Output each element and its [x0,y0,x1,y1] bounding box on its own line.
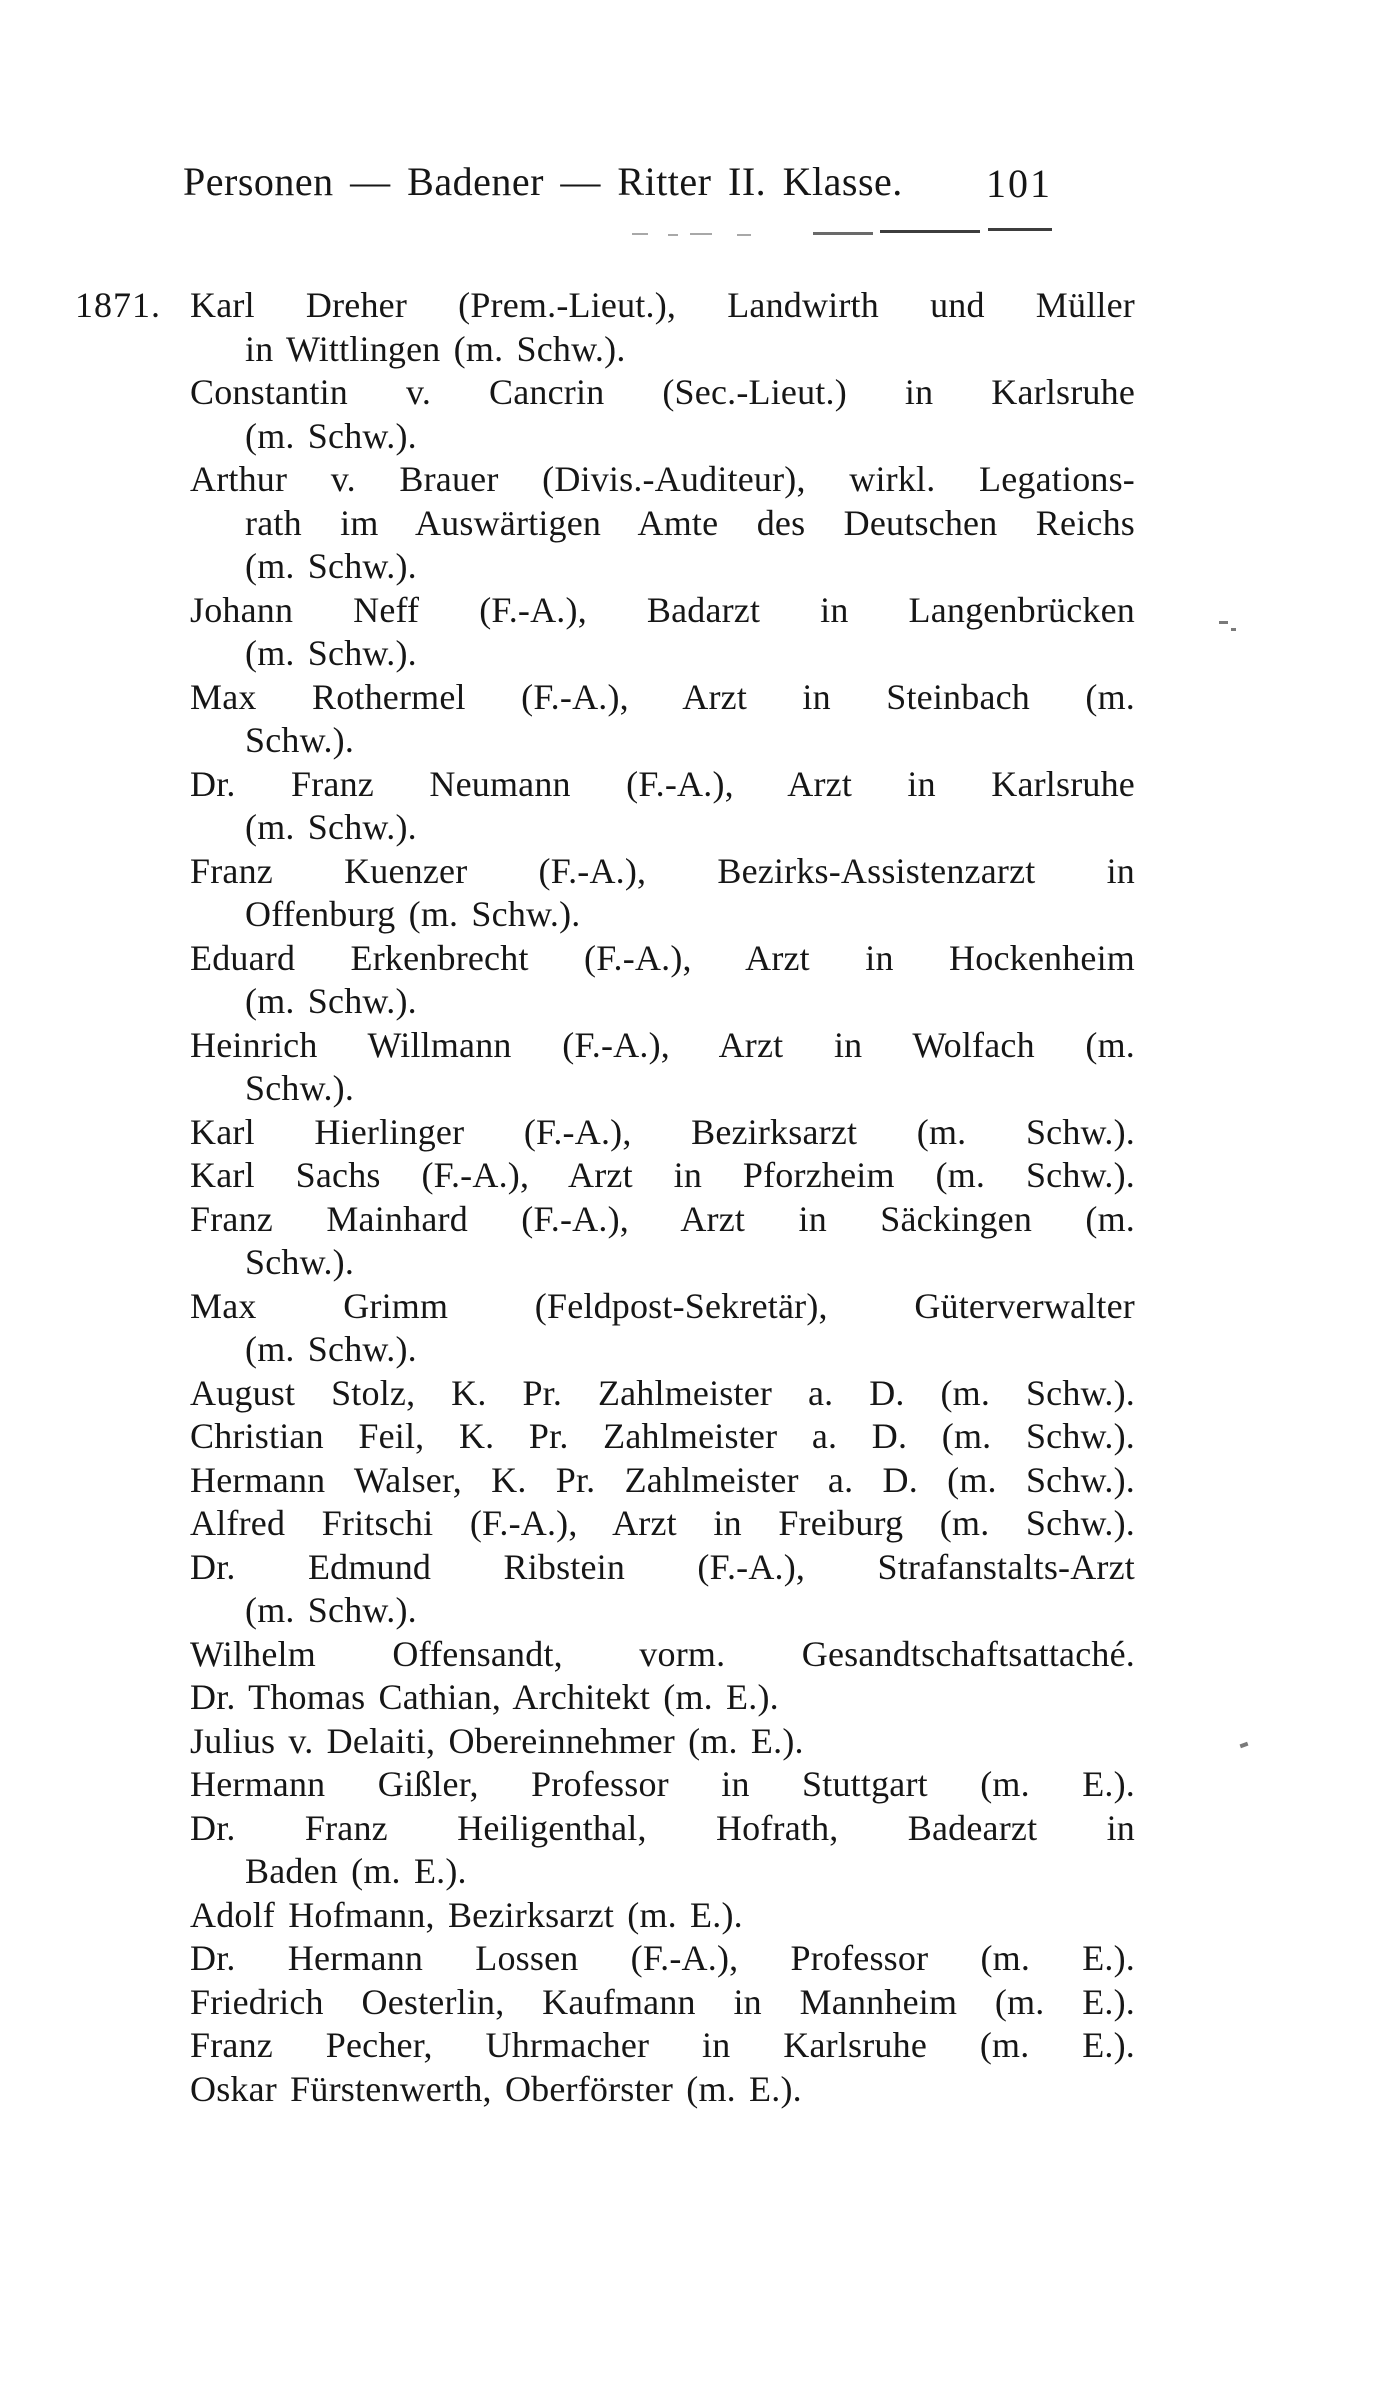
scan-artifact [1240,1742,1249,1748]
entry-line: Franz Mainhard (F.-A.), Arzt in Säckingen (m. [190,1198,1135,1239]
entry-line: (m. Schw.). [245,633,417,673]
page-number: 101 [986,161,1052,206]
entry-line: (m. Schw.). [245,981,417,1021]
entry-line: Adolf Hofmann, Bezirksarzt (m. E.). [190,1894,743,1935]
entry-line: (m. Schw.). [245,1590,417,1630]
entry-line: Hermann Gißler, Professor in Stuttgart (m. E.). [190,1764,1135,1804]
entry-line: Franz Pecher, Uhrmacher in Karlsruhe (m. E.). [190,2025,1135,2065]
entry-line: Wilhelm Offensandt, vorm. Gesandtschaftsattaché. [190,1633,1135,1674]
running-title: Personen — Badener — Ritter II. Klasse. [183,159,903,204]
entry-line: Karl Dreher (Prem.-Lieut.), Landwirth und Müller 1871. [75,284,1135,328]
entry-line: August Stolz, K. Pr. Zahlmeister a. D. (m. Schw.). [190,1372,1135,1413]
entry-line: (m. Schw.). [245,807,417,847]
entry-line: Offenburg (m. Schw.). [245,894,581,934]
header-underline-segment [632,233,648,235]
entry-line: Oskar Fürstenwerth, Oberförster (m. E.). [190,2068,802,2109]
entry-line: Hermann Walser, K. Pr. Zahlmeister a. D. (m. Schw.). [190,1459,1135,1500]
entry-line: rath im Auswärtigen Amte des Deutschen Reichs [245,502,1135,543]
entry-line: Julius v. Delaiti, Obereinnehmer (m. E.). [190,1720,804,1761]
header-underline-segment [880,230,980,233]
entry-line: Baden (m. E.). [245,1851,467,1891]
entry-line: Karl Hierlinger (F.-A.), Bezirksarzt (m. Schw.). [190,1111,1135,1152]
entry-line: (m. Schw.). [245,1329,417,1369]
header-underline-segment [813,232,873,235]
entry-line: Dr. Thomas Cathian, Architekt (m. E.). [190,1677,779,1717]
entry-line: Constantin v. Cancrin (Sec.-Lieut.) in Karlsruhe [190,372,1135,412]
entry-line: Heinrich Willmann (F.-A.), Arzt in Wolfach (m. [190,1024,1135,1065]
entry-line: Schw.). [245,720,355,760]
entry-line: Johann Neff (F.-A.), Badarzt in Langenbrücken [190,589,1135,630]
header-underline-segment [737,234,751,236]
entry-line: Friedrich Oesterlin, Kaufmann in Mannheim (m. E.). [190,1981,1135,2022]
header-underline-segment [988,228,1052,231]
entry-line: Dr. Hermann Lossen (F.-A.), Professor (m. E.). [190,1938,1135,1978]
header-underline-segment [690,233,712,235]
scan-artifact [1219,621,1228,624]
entry-number: 1871. [75,285,161,325]
entry-line: (m. Schw.). [245,415,417,456]
entry-line: Dr. Franz Heiligenthal, Hofrath, Badearzt in [190,1807,1135,1848]
entry-list [75,284,1135,2111]
entry-line: Schw.). [245,1242,355,1282]
entry-line: Alfred Fritschi (F.-A.), Arzt in Freiburg (m. Schw.). [190,1503,1135,1543]
entry-line: Max Grimm (Feldpost-Sekretär), Güterverwalter [190,1285,1135,1326]
scan-artifact [1231,628,1236,631]
entry-line: in Wittlingen (m. Schw.). [245,328,626,369]
entry-line: Dr. Franz Neumann (F.-A.), Arzt in Karlsruhe [190,763,1135,804]
entry-line: Franz Kuenzer (F.-A.), Bezirks-Assistenzarzt in [190,850,1135,891]
entry-line: Christian Feil, K. Pr. Zahlmeister a. D. (m. Schw.). [190,1416,1135,1456]
entry-line: Eduard Erkenbrecht (F.-A.), Arzt in Hockenheim [190,937,1135,978]
entry-line: Arthur v. Brauer (Divis.-Auditeur), wirkl. Legations- [190,459,1135,499]
entry-line: (m. Schw.). [245,546,417,586]
entry-line: Max Rothermel (F.-A.), Arzt in Steinbach (m. [190,676,1135,717]
entry-line: Schw.). [245,1068,355,1108]
header-underline-segment [668,234,678,236]
entry-line: Dr. Edmund Ribstein (F.-A.), Strafanstalts-Arzt [190,1546,1135,1587]
entry-line: Karl Sachs (F.-A.), Arzt in Pforzheim (m. Schw.). [190,1155,1135,1195]
